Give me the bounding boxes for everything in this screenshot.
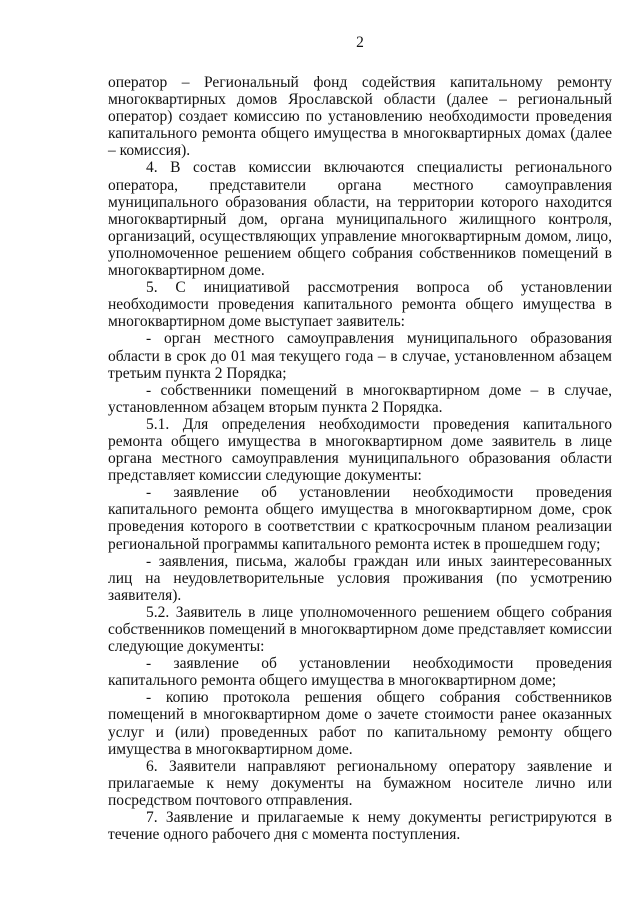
list-item-complaints: - заявления, письма, жалобы граждан или иных заинтересованных лиц на неудовлетворительные условия проживания (по усмотрению заявителя).: [108, 552, 612, 604]
list-item-application: - заявление об установлении необходимости проведения капитального ремонта общего имущества в многоквартирном доме;: [108, 655, 612, 690]
paragraph-4-commission-members: 4. В состав комиссии включаются специалисты регионального оператора, представители органа местного самоуправления муниципального образования области, на территории которого находится многоквартирный дом, органа муниципального жилищного контроля, организаций, осуществляющих управление многоквартирным домом, лицо, уполномоченное решением общего собрания собственников помещений в многоквартирном доме.: [108, 159, 612, 280]
paragraph-5-2-documents: 5.2. Заявитель в лице уполномоченного решением общего собрания собственников помещений в многоквартирном доме представляет комиссии следующие документы:: [108, 603, 612, 656]
paragraph-operator-commission: оператор – Региональный фонд содействия капитальному ремонту многоквартирных домов Ярославской области (далее – региональный оператор) создает комиссию по установлению необходимости проведения капитального ремонта общего имущества в многоквартирных домах (далее – комиссия).: [108, 74, 612, 160]
paragraph-5-1-documents: 5.1. Для определения необходимости проведения капитального ремонта общего имущества в многоквартирном доме заявитель в лице органа местного самоуправления муниципального образования области представляет комиссии следующие документы:: [108, 415, 612, 485]
document-page: [108, 34, 612, 843]
list-item-protocol-copy: - копию протокола решения общего собрания собственников помещений в многоквартирном доме о зачете стоимости ранее оказанных услуг и (или) проведенных работ по капитальному ремонту общего имущества в многоквартирном доме.: [108, 689, 612, 758]
paragraph-6-submission: 6. Заявители направляют региональному оператору заявление и прилагаемые к нему документы на бумажном носителе лично или посредством почтового отправления.: [108, 757, 612, 809]
paragraph-5-applicant: 5. С инициативой рассмотрения вопроса об установлении необходимости проведения капитального ремонта общего имущества в многоквартирном доме выступает заявитель:: [108, 279, 612, 331]
page-number: 2: [356, 34, 364, 51]
paragraph-7-registration: 7. Заявление и прилагаемые к нему документы регистрируются в течение одного рабочего дня с момента поступления.: [108, 809, 612, 844]
list-item-owners: - собственники помещений в многоквартирном доме – в случае, установленном абзацем вторым пункта 2 Порядка.: [108, 381, 612, 416]
list-item-local-government: - орган местного самоуправления муниципального образования области в срок до 01 мая текущего года – в случае, установленном абзацем третьим пункта 2 Порядка;: [108, 330, 612, 382]
list-item-application-expired: - заявление об установлении необходимости проведения капитального ремонта общего имущества в многоквартирном доме, срок проведения которого в соответствии с краткосрочным планом реализации региональной программы капитального ремонта истек в прошедшем году;: [108, 484, 612, 553]
